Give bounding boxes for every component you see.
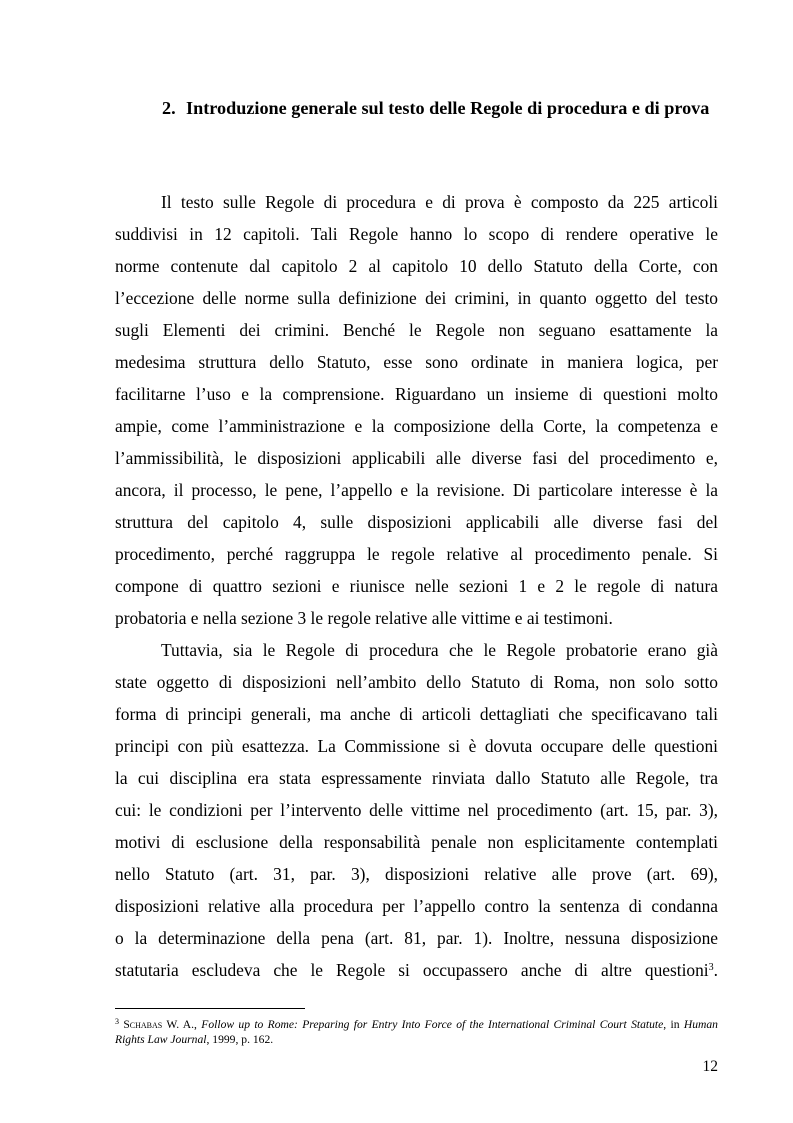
text-line: sugli Elementi dei crimini. Benché le Regole non seguano esattamente la: [115, 320, 718, 340]
text-line: suddivisi in 12 capitoli. Tali Regole hanno lo scopo di rendere operative le: [115, 224, 718, 244]
footnote-author: Schabas W. A.,: [123, 1018, 197, 1031]
text-line: l’eccezione delle norme sulla definizione dei crimini, in quanto oggetto del testo: [115, 288, 718, 308]
text-line: ampie, come l’amministrazione e la composizione della Corte, la competenza e: [115, 416, 718, 436]
text-line: o la determinazione della pena (art. 81, par. 1). Inoltre, nessuna disposizione: [115, 928, 718, 948]
footnote-title: Follow up to Rome: Preparing for Entry Into Force of the International Criminal Court Statute: [201, 1018, 664, 1031]
text-line: principi con più esattezza. La Commissione si è dovuta occupare delle questioni: [115, 736, 718, 756]
paragraph-2: [115, 634, 718, 986]
footnote-journal: Human Rights Law Journal: [115, 1018, 718, 1046]
text-line: facilitarne l’uso e la comprensione. Riguardano un insieme di questioni molto: [115, 384, 718, 404]
text-line: [115, 954, 718, 986]
section-number: 2.: [162, 98, 176, 118]
text-line: Il testo sulle Regole di procedura e di prova è composto da 225 articoli: [161, 192, 718, 212]
body-text: [115, 186, 718, 986]
footnote-tail: , 1999, p. 162.: [206, 1033, 274, 1046]
text-line: struttura del capitolo 4, sulle disposizioni applicabili alle diverse fasi del: [115, 512, 718, 532]
footnote-divider: [115, 1008, 305, 1009]
text-line: ancora, il processo, le pene, l’appello e la revisione. Di particolare interesse è la: [115, 480, 718, 500]
text-line: state oggetto di disposizioni nell’ambito dello Statuto di Roma, non solo sotto: [115, 672, 718, 692]
page-number: 12: [702, 1058, 718, 1075]
text-line: compone di quattro sezioni e riunisce nelle sezioni 1 e 2 le regole di natura: [115, 576, 718, 596]
section-heading: [162, 92, 722, 124]
footnote-reference: 3: [708, 962, 714, 973]
text-line: procedimento, perché raggruppa le regole relative al procedimento penale. Si: [115, 544, 718, 564]
footnote-mid: , in: [663, 1018, 680, 1031]
text-line: Tuttavia, sia le Regole di procedura che le Regole probatorie erano già: [161, 640, 718, 660]
text-line-content: statutaria escludeva che le Regole si occupassero anche di altre questioni: [115, 960, 709, 980]
section-title: Introduzione generale sul testo delle Regole di procedura e di prova: [186, 98, 710, 118]
text-line: norme contenute dal capitolo 2 al capitolo 10 dello Statuto della Corte, con: [115, 256, 718, 276]
sentence-end: .: [713, 960, 718, 980]
text-line: la cui disciplina era stata espressamente rinviata dallo Statuto alle Regole, tra: [115, 768, 718, 788]
text-line: medesima struttura dello Statuto, esse sono ordinate in maniera logica, per: [115, 352, 718, 372]
text-line: forma di principi generali, ma anche di articoli dettagliati che specificavano tali: [115, 704, 718, 724]
text-line: motivi di esclusione della responsabilità penale non esplicitamente contemplati: [115, 832, 718, 852]
paragraph-1: [115, 186, 718, 634]
footnote: [115, 1017, 718, 1047]
text-line: disposizioni relative alla procedura per l’appello contro la sentenza di condanna: [115, 896, 718, 916]
text-line: cui: le condizioni per l’intervento delle vittime nel procedimento (art. 15, par. 3),: [115, 800, 718, 820]
text-line: nello Statuto (art. 31, par. 3), disposizioni relative alle prove (art. 69),: [115, 864, 718, 884]
text-line: probatoria e nella sezione 3 le regole relative alle vittime e ai testimoni.: [115, 608, 613, 628]
text-line: l’ammissibilità, le disposizioni applicabili alle diverse fasi del procedimento e,: [115, 448, 718, 468]
footnote-mark: 3: [115, 1017, 119, 1026]
